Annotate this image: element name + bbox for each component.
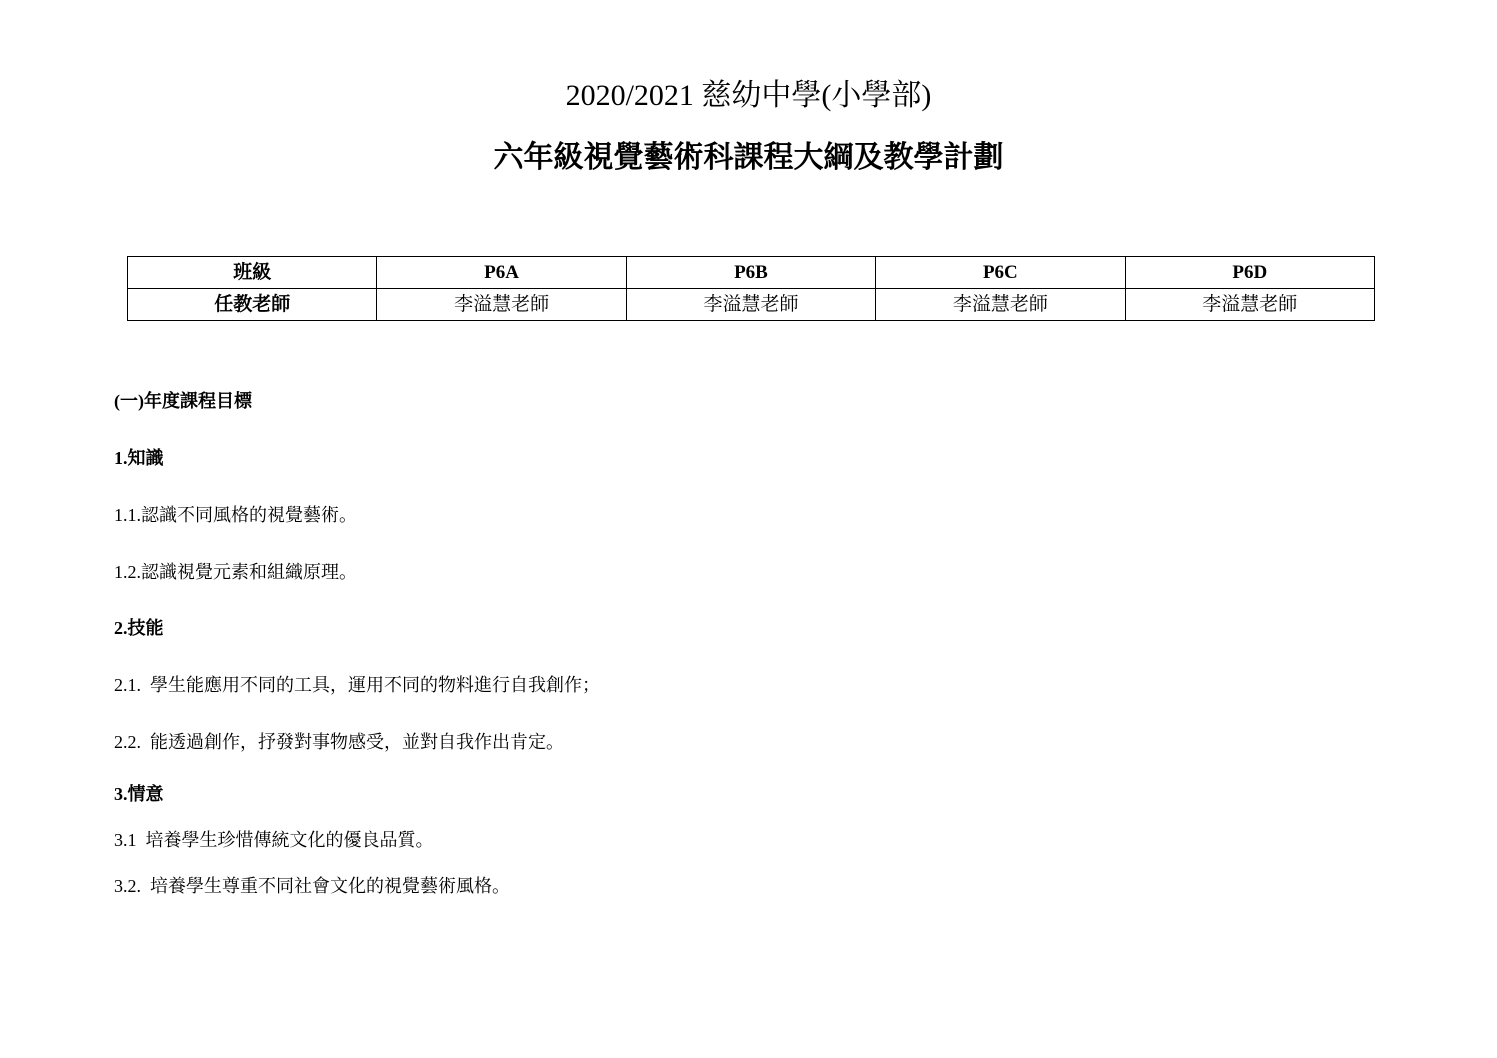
page-subtitle: 六年級視覺藝術科課程大綱及教學計劃: [493, 141, 1004, 174]
table-cell: 李溢慧老師: [876, 289, 1125, 321]
list-item: 1.2.認識視覺元素和組織原理。: [114, 562, 357, 582]
table-header-cell: P6A: [377, 257, 626, 289]
table-row-label: 任教老師: [128, 289, 377, 321]
table-header-row: [128, 257, 1375, 289]
list-item: 3.2. 培養學生尊重不同社會文化的視覺藝術風格。: [114, 876, 510, 896]
table-header-cell: P6B: [626, 257, 875, 289]
table-row: [128, 289, 1375, 321]
table-header-cell: P6D: [1125, 257, 1374, 289]
list-item: 2.1. 學生能應用不同的工具，運用不同的物料進行自我創作；: [114, 675, 600, 695]
table-cell: 李溢慧老師: [377, 289, 626, 321]
subsection-heading-knowledge: 1.知識: [114, 448, 164, 468]
list-item: 2.2. 能透過創作，抒發對事物感受，並對自我作出肯定。: [114, 732, 564, 752]
subsection-heading-skills: 2.技能: [114, 618, 164, 638]
table-header-cell: P6C: [876, 257, 1125, 289]
table-header-cell: 班級: [128, 257, 377, 289]
table-cell: 李溢慧老師: [1125, 289, 1374, 321]
class-teacher-table: [127, 256, 1375, 321]
page-title: 2020/2021 慈幼中學(小學部): [565, 79, 932, 112]
subsection-heading-attitude: 3.情意: [114, 784, 164, 804]
list-item: 1.1.認識不同風格的視覺藝術。: [114, 505, 357, 525]
table-cell: 李溢慧老師: [626, 289, 875, 321]
list-item: 3.1 培養學生珍惜傳統文化的優良品質。: [114, 830, 434, 850]
section-heading: (一)年度課程目標: [114, 391, 252, 411]
